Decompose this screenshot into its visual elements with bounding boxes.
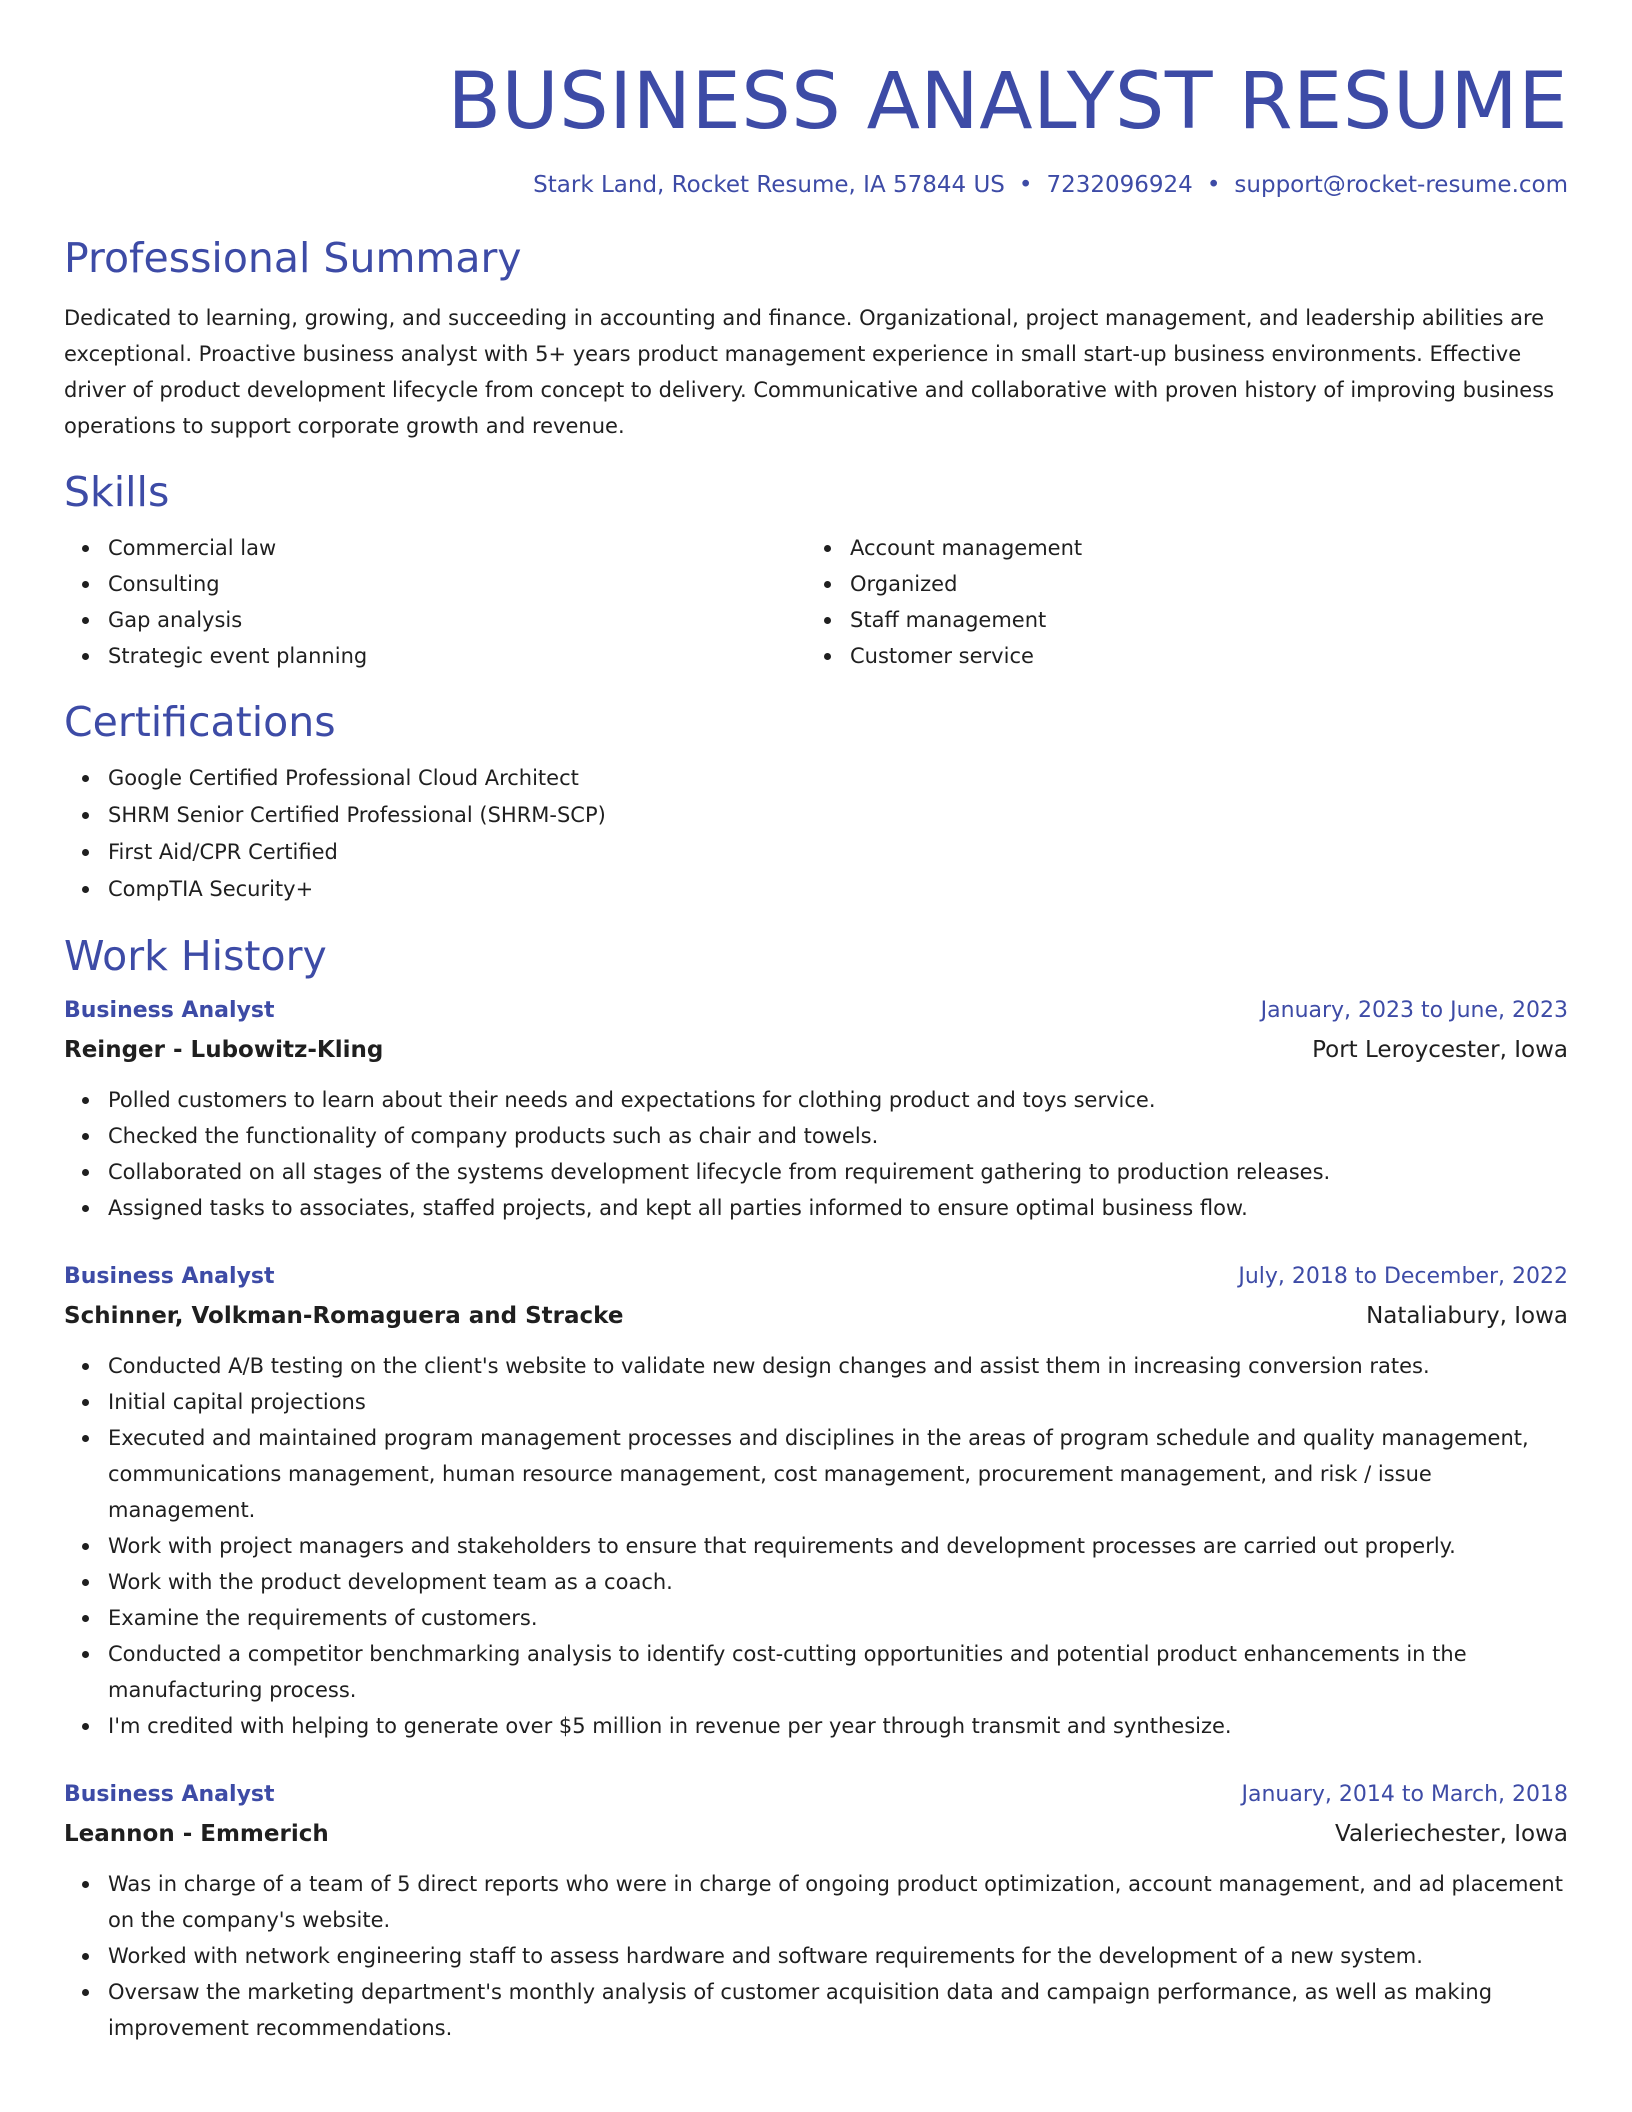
job-company-row [64, 1814, 1568, 1854]
job-dates: January, 2014 to March, 2018 [1241, 1782, 1568, 1807]
contact-email[interactable]: support@rocket-resume.com [1234, 172, 1568, 198]
job-bullet: Checked the functionality of company products such as chair and towels. [64, 1118, 1568, 1154]
job-location: Valeriechester, Iowa [1335, 1821, 1568, 1847]
contact-separator: • [1206, 172, 1221, 198]
job-bullet: Work with project managers and stakeholders to ensure that requirements and development processes are carried out properly. [64, 1528, 1568, 1564]
job-bullet: Initial capital projections [64, 1384, 1568, 1420]
skills-list-right [806, 530, 1568, 674]
skills-grid [64, 530, 1568, 674]
skills-heading: Skills [64, 468, 170, 516]
job-title-row [64, 1776, 1568, 1814]
certifications-section [64, 696, 1568, 908]
certification-item: SHRM Senior Certified Professional (SHRM-SCP) [64, 797, 1568, 834]
job-bullet: I'm credited with helping to generate over $5 million in revenue per year through transmit and synthesize. [64, 1708, 1568, 1744]
job-bullet: Examine the requirements of customers. [64, 1600, 1568, 1636]
job-bullet: Executed and maintained program management processes and disciplines in the areas of program schedule and quality management, communications management, human resource management, cost management, procurement management, and risk / issue management. [64, 1420, 1568, 1528]
skill-item: Customer service [806, 638, 1568, 674]
job-title-row [64, 992, 1568, 1030]
job-bullet: Oversaw the marketing department's monthly analysis of customer acquisition data and campaign performance, as well as making improvement recommendations. [64, 1974, 1568, 2046]
job-bullet: Conducted a competitor benchmarking analysis to identify cost-cutting opportunities and potential product enhancements in the manufacturing process. [64, 1636, 1568, 1708]
contact-phone: 7232096924 [1046, 172, 1193, 198]
certification-item: CompTIA Security+ [64, 871, 1568, 908]
skill-item: Gap analysis [64, 602, 806, 638]
work-history-section [64, 930, 1568, 2046]
job-title: Business Analyst [64, 1264, 275, 1289]
skill-item: Staff management [806, 602, 1568, 638]
certifications-list [64, 760, 1568, 908]
job-company-row [64, 1030, 1568, 1070]
skills-list-left [64, 530, 806, 674]
job-dates: July, 2018 to December, 2022 [1238, 1264, 1568, 1289]
job-bullets [64, 1866, 1568, 2046]
contact-separator: • [1018, 172, 1033, 198]
contact-line [64, 170, 1568, 200]
job-bullet: Collaborated on all stages of the systems development lifecycle from requirement gathering to production releases. [64, 1154, 1568, 1190]
skill-item: Commercial law [64, 530, 806, 566]
job-bullets [64, 1348, 1568, 1744]
resume-title: BUSINESS ANALYST RESUME [447, 57, 1568, 147]
resume-header [64, 56, 1568, 200]
job-bullet: Was in charge of a team of 5 direct reports who were in charge of ongoing product optimization, account management, and ad placement on the company's website. [64, 1866, 1568, 1938]
job-dates: January, 2023 to June, 2023 [1260, 998, 1568, 1023]
job-title-row [64, 1258, 1568, 1296]
job-location: Nataliabury, Iowa [1366, 1303, 1568, 1329]
job-bullet: Work with the product development team as a coach. [64, 1564, 1568, 1600]
summary-text: Dedicated to learning, growing, and succeeding in accounting and finance. Organizational, project management, and leadership abilities are exceptional. Proactive business analyst with 5+ years product management experience in small start-up business environments. Effective driver of product development lifecycle from concept to delivery. Communicative and collaborative with proven history of improving business operations to support corporate growth and revenue. [64, 306, 1555, 438]
job-bullet: Assigned tasks to associates, staffed projects, and kept all parties informed to ensure optimal business flow. [64, 1190, 1568, 1226]
summary-section [64, 232, 1568, 444]
job-company: Leannon - Emmerich [64, 1821, 329, 1847]
skill-item: Organized [806, 566, 1568, 602]
skill-item: Account management [806, 530, 1568, 566]
job-entry [64, 1776, 1568, 2046]
certifications-heading: Certifications [64, 698, 336, 746]
job-title: Business Analyst [64, 998, 275, 1023]
skill-item: Strategic event planning [64, 638, 806, 674]
contact-address: Stark Land, Rocket Resume, IA 57844 US [533, 172, 1005, 198]
job-bullet: Conducted A/B testing on the client's website to validate new design changes and assist them in increasing conversion rates. [64, 1348, 1568, 1384]
skills-section [64, 466, 1568, 674]
job-company: Schinner, Volkman-Romaguera and Stracke [64, 1303, 624, 1329]
job-company-row [64, 1296, 1568, 1336]
certification-item: First Aid/CPR Certified [64, 834, 1568, 871]
job-bullets [64, 1082, 1568, 1226]
job-location: Port Leroycester, Iowa [1312, 1037, 1568, 1063]
job-company: Reinger - Lubowitz-Kling [64, 1037, 384, 1063]
summary-heading: Professional Summary [64, 234, 522, 282]
work-history-heading: Work History [64, 932, 327, 980]
skill-item: Consulting [64, 566, 806, 602]
job-entry [64, 1258, 1568, 1744]
job-entry [64, 992, 1568, 1226]
job-bullet: Polled customers to learn about their needs and expectations for clothing product and toys service. [64, 1082, 1568, 1118]
certification-item: Google Certified Professional Cloud Architect [64, 760, 1568, 797]
job-bullet: Worked with network engineering staff to assess hardware and software requirements for the development of a new system. [64, 1938, 1568, 1974]
job-title: Business Analyst [64, 1782, 275, 1807]
